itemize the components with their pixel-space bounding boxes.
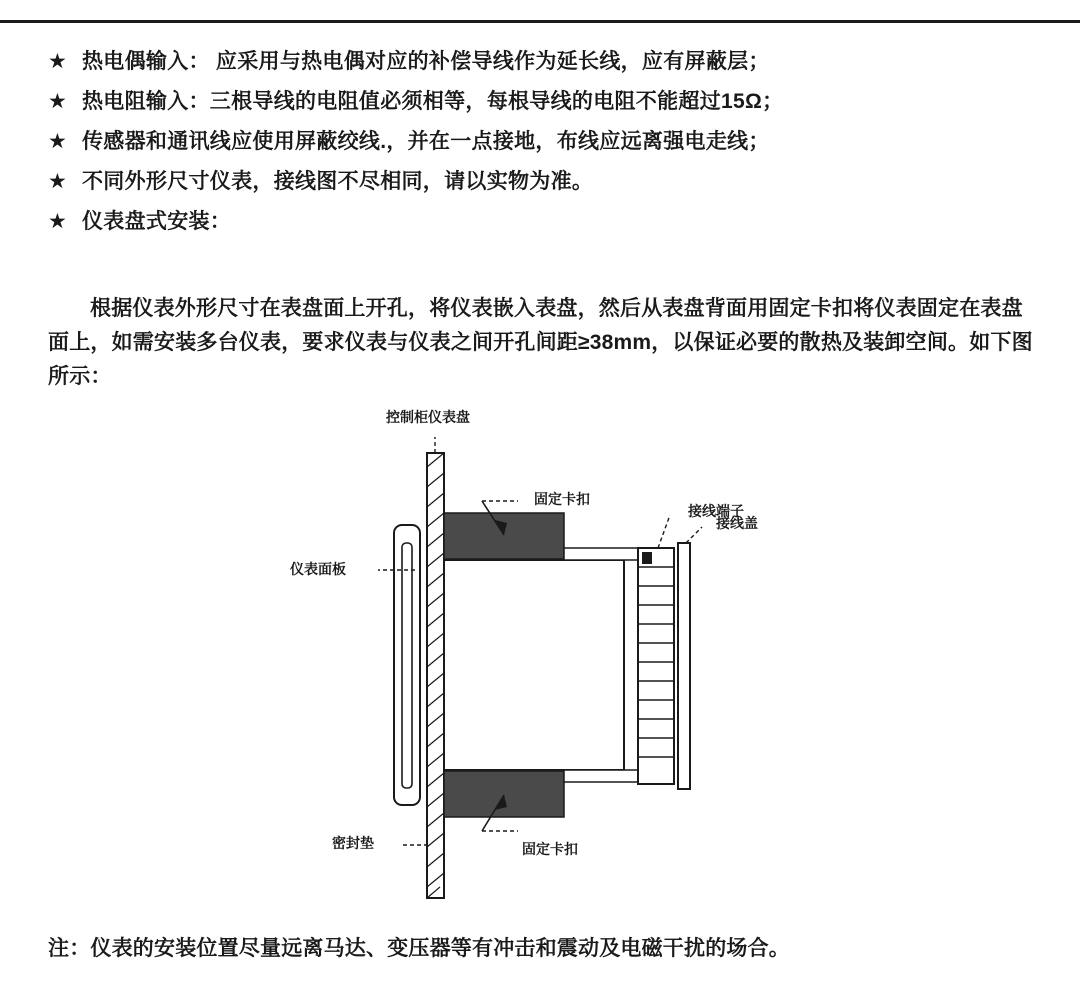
list-item: [48, 208, 1048, 236]
list-item-text: 热电阻输入：三根导线的电阻值必须相等，每根导线的电阻不能超过15Ω；: [82, 90, 784, 113]
label-gasket: 密封垫: [332, 835, 374, 851]
label-wiring-cover: 接线盖: [716, 515, 758, 531]
label-instrument-panel: 仪表面板: [290, 561, 346, 577]
list-item: [48, 88, 1048, 116]
list-item-text: 仪表盘式安装：: [82, 210, 232, 233]
list-item: [48, 168, 1048, 196]
installation-diagram: [250, 409, 850, 915]
label-panel-board: 控制柜仪表盘: [386, 409, 470, 425]
top-divider: [0, 20, 1080, 23]
star-icon: ★: [48, 210, 67, 233]
footnote: 注：仪表的安装位置尽量远离马达、变压器等有冲击和震动及电磁干扰的场合。: [48, 937, 790, 960]
instrument-body-shape: [444, 560, 624, 770]
wiring-cover-shape: [678, 543, 690, 789]
label-fixing-clip-bottom: 固定卡扣: [522, 841, 578, 857]
panel-board-shape: [427, 453, 444, 898]
fixing-clip-top-shape: [444, 513, 638, 560]
list-item-text: 热电偶输入： 应采用与热电偶对应的补偿导线作为延长线，应有屏蔽层；: [82, 50, 770, 73]
label-terminal-block: 接线端子: [688, 503, 744, 519]
list-item: [48, 48, 1048, 76]
list-item-text: 不同外形尺寸仪表，接线图不尽相同，请以实物为准。: [82, 170, 594, 193]
fixing-clip-bottom-shape: [444, 770, 638, 817]
label-fixing-clip-top: 固定卡扣: [534, 491, 590, 507]
star-icon: ★: [48, 130, 67, 153]
terminal-block-shape: [638, 548, 674, 784]
leader-terminal: [658, 515, 670, 548]
leader-wiring-cover: [686, 527, 702, 543]
list-item-text: 传感器和通讯线应使用屏蔽绞线.，并在一点接地，布线应远离强电走线；: [82, 130, 770, 153]
bullet-list: [48, 48, 1048, 248]
list-item: [48, 128, 1048, 156]
instrument-front-panel-shape: [394, 525, 420, 805]
star-icon: ★: [48, 170, 67, 193]
star-icon: ★: [48, 50, 67, 73]
body-paragraph: 根据仪表外形尺寸在表盘面上开孔，将仪表嵌入表盘，然后从表盘背面用固定卡扣将仪表固定在表盘面上，如需安装多台仪表，要求仪表与仪表之间开孔间距≥38mm，以保证必要的散热及装卸空间。如下图所示：: [48, 297, 1033, 388]
star-icon: ★: [48, 90, 67, 113]
